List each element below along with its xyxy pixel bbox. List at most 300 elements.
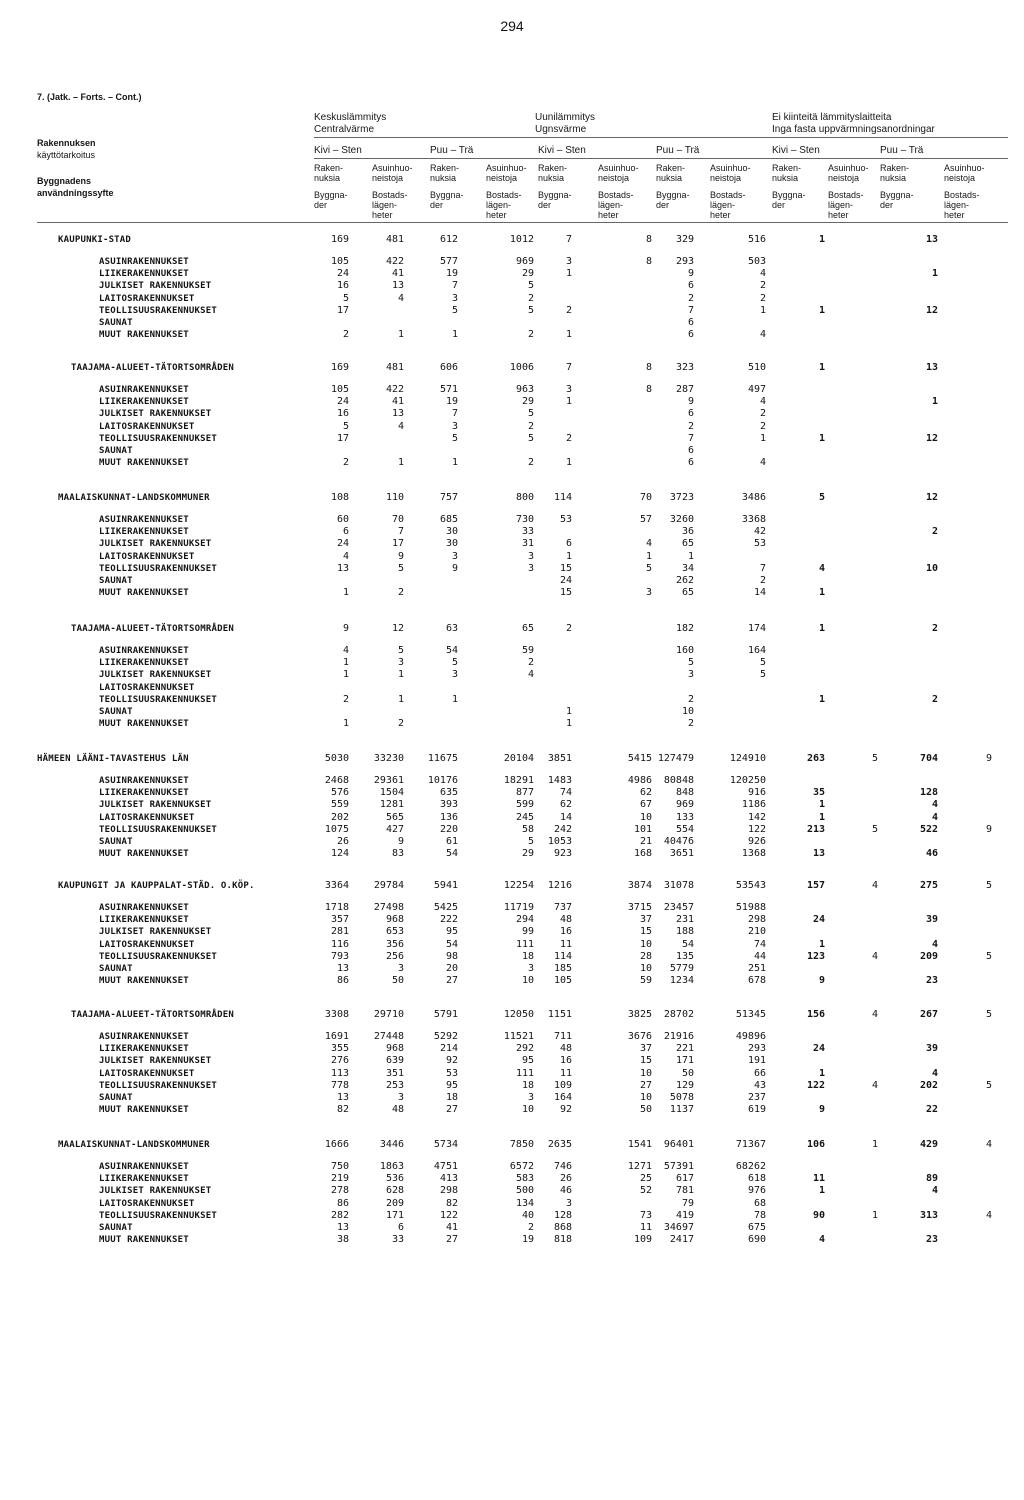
table-cell: 68	[753, 1197, 766, 1209]
column-label-sv: der	[314, 200, 328, 210]
table-cell: 653	[385, 926, 404, 938]
table-cell: 53543	[735, 880, 766, 891]
table-cell: 1	[565, 268, 572, 280]
material-label: Puu – Trä	[656, 145, 700, 156]
table-cell: 169	[330, 234, 349, 245]
table-cell: 4	[871, 880, 878, 891]
row-label: MUUT RAKENNUKSET	[99, 1235, 189, 1246]
row-label: JULKISET RAKENNUKSET	[99, 670, 212, 681]
table-cell: 58	[521, 823, 534, 835]
table-cell: 46	[925, 848, 938, 860]
table-cell: 1	[759, 432, 766, 444]
table-cell: 1	[818, 304, 825, 316]
table-cell: 8	[645, 234, 652, 245]
table-cell: 63	[445, 623, 458, 634]
table-cell: 219	[330, 1173, 349, 1185]
table-cell: 13	[925, 234, 938, 245]
table-cell: 8	[645, 256, 652, 267]
table-cell: 3	[451, 669, 458, 681]
table-cell: 50	[681, 1067, 694, 1079]
column-label-fi: neistoja	[598, 173, 630, 183]
table-cell: 963	[515, 384, 534, 395]
table-cell: 82	[336, 1104, 349, 1116]
row-label: JULKISET RAKENNUKSET	[99, 927, 212, 938]
table-cell: 2	[931, 693, 938, 705]
table-cell: 188	[675, 926, 694, 938]
table-cell: 27	[445, 1234, 458, 1246]
table-cell: 113	[330, 1067, 349, 1079]
table-cell: 92	[445, 1055, 458, 1067]
table-cell: 4	[931, 1067, 938, 1079]
table-cell: 120250	[729, 775, 766, 786]
material-label: Puu – Trä	[430, 145, 474, 156]
table-cell: 13	[336, 1222, 349, 1233]
table-cell: 781	[675, 1185, 694, 1197]
column-label-fi: neistoja	[944, 173, 976, 183]
table-cell: 976	[747, 1185, 766, 1197]
row-label: LAITOSRAKENNUKSET	[99, 293, 195, 304]
table-cell: 357	[330, 914, 349, 926]
table-cell: 1863	[379, 1161, 404, 1172]
row-label: ASUINRAKENNUKSET	[99, 776, 189, 786]
table-cell: 503	[747, 256, 766, 267]
table-cell: 262	[675, 575, 694, 586]
row-label: LAITOSRAKENNUKSET	[99, 421, 195, 432]
table-cell: 554	[675, 823, 694, 835]
stub-header-sv-1: Byggnadens	[37, 176, 92, 186]
table-cell: 800	[515, 492, 534, 503]
table-cell: 351	[385, 1067, 404, 1079]
table-cell: 242	[553, 823, 572, 835]
section-title: MAALAISKUNNAT-LANDSKOMMUNER	[58, 493, 210, 503]
table-cell: 2	[527, 329, 534, 341]
table-cell: 923	[553, 848, 572, 860]
table-cell: 7	[565, 234, 572, 245]
table-cell: 3	[565, 1197, 572, 1209]
table-cell: 6	[687, 408, 694, 420]
table-cell: 29	[521, 848, 534, 860]
table-cell: 5941	[433, 880, 458, 891]
table-cell: 128	[553, 1209, 572, 1221]
stub-header-fi-1: Rakennuksen	[37, 138, 96, 148]
table-cell: 26	[559, 1173, 572, 1185]
table-cell: 16	[336, 408, 349, 420]
table-cell: 27448	[373, 1031, 404, 1042]
table-cell: 123	[806, 950, 825, 962]
table-cell: 99	[521, 926, 534, 938]
table-cell: 868	[553, 1222, 572, 1233]
table-cell: 2	[565, 623, 572, 634]
table-cell: 62	[559, 799, 572, 811]
table-cell: 329	[675, 234, 694, 245]
table-cell: 202	[330, 811, 349, 823]
table-cell: 4986	[627, 775, 652, 786]
table-cell: 8	[645, 362, 652, 373]
table-cell: 5	[451, 657, 458, 669]
table-cell: 606	[439, 362, 458, 373]
table-cell: 168	[633, 848, 652, 860]
table-cell: 635	[439, 787, 458, 799]
table-cell: 4	[527, 669, 534, 681]
section-title: KAUPUNGIT JA KAUPPALAT-STÄD. O.KÖP.	[58, 881, 255, 891]
section-title: TAAJAMA-ALUEET-TÄTORTSOMRÅDEN	[71, 363, 234, 373]
row-label: SAUNAT	[99, 964, 133, 974]
table-cell: 1	[818, 799, 825, 811]
table-cell: 639	[385, 1055, 404, 1067]
table-cell: 5	[687, 657, 694, 669]
table-cell: 110	[385, 492, 404, 503]
table-cell: 293	[747, 1043, 766, 1055]
table-cell: 109	[633, 1234, 652, 1246]
table-cell: 278	[330, 1185, 349, 1197]
table-cell: 74	[753, 938, 766, 950]
table-cell: 43	[753, 1079, 766, 1091]
table-cell: 23	[925, 1234, 938, 1246]
table-cell: 67	[639, 799, 652, 811]
table-cell: 4	[818, 1234, 825, 1246]
table-cell: 746	[553, 1161, 572, 1172]
table-cell: 916	[747, 787, 766, 799]
table-cell: 282	[330, 1209, 349, 1221]
row-label: MUUT RAKENNUKSET	[99, 330, 189, 341]
stub-header-sv-2: användningssyfte	[37, 188, 114, 198]
table-cell: 106	[806, 1139, 825, 1150]
table-cell: 9	[687, 268, 694, 280]
table-cell: 293	[675, 256, 694, 267]
row-label: JULKISET RAKENNUKSET	[99, 1056, 212, 1067]
table-cell: 968	[385, 1043, 404, 1055]
column-label-fi: neistoja	[486, 173, 518, 183]
table-cell: 16	[559, 926, 572, 938]
column-label-sv: Byggna-	[314, 190, 348, 200]
table-cell: 66	[753, 1067, 766, 1079]
table-cell: 8	[645, 384, 652, 395]
page-number: 294	[500, 18, 524, 34]
table-cell: 4	[759, 268, 766, 280]
table-cell: 565	[385, 811, 404, 823]
column-label-sv: Bostads-	[828, 190, 864, 200]
table-cell: 5	[527, 408, 534, 420]
column-label-sv: heter	[710, 210, 731, 220]
table-cell: 122	[806, 1079, 825, 1091]
table-cell: 160	[675, 645, 694, 656]
table-cell: 4	[931, 799, 938, 811]
table-cell: 500	[515, 1185, 534, 1197]
table-cell: 41	[391, 396, 404, 408]
heating-group-sv: Centralvärme	[314, 124, 375, 135]
row-label: LIIKERAKENNUKSET	[99, 1044, 189, 1055]
table-cell: 10	[639, 811, 652, 823]
row-label: LIIKERAKENNUKSET	[99, 658, 189, 669]
table-cell: 98	[445, 950, 458, 962]
table-cell: 1	[818, 938, 825, 950]
table-cell: 5	[342, 420, 349, 432]
table-cell: 111	[515, 938, 534, 950]
row-label: LIIKERAKENNUKSET	[99, 915, 189, 926]
table-cell: 2	[527, 457, 534, 469]
table-cell: 4	[931, 1185, 938, 1197]
table-cell: 7	[451, 408, 458, 420]
table-cell: 57391	[663, 1161, 694, 1172]
table-cell: 78	[753, 1209, 766, 1221]
row-label: LIIKERAKENNUKSET	[99, 1174, 189, 1185]
column-label-sv: der	[656, 200, 670, 210]
column-label-sv: heter	[486, 210, 507, 220]
table-cell: 2	[527, 657, 534, 669]
table-cell: 1	[342, 718, 349, 730]
table-cell: 136	[439, 811, 458, 823]
table-cell: 101	[633, 823, 652, 835]
table-cell: 86	[336, 1197, 349, 1209]
stub-header-fi-2: käyttötarkoitus	[37, 150, 96, 160]
table-cell: 116	[330, 938, 349, 950]
table-cell: 29710	[373, 1009, 404, 1020]
row-label: JULKISET RAKENNUKSET	[99, 539, 212, 550]
column-label-sv: der	[880, 200, 894, 210]
section-title: HÄMEEN LÄÄNI-TAVASTEHUS LÄN	[37, 754, 189, 764]
table-cell: 583	[515, 1173, 534, 1185]
material-label: Kivi – Sten	[314, 145, 362, 156]
table-cell: 23457	[663, 902, 694, 913]
table-cell: 46	[559, 1185, 572, 1197]
table-cell: 70	[639, 492, 652, 503]
table-cell: 5	[527, 304, 534, 316]
table-cell: 59	[521, 645, 534, 656]
table-cell: 3446	[379, 1139, 404, 1150]
row-label: TEOLLISUUSRAKENNUKSET	[99, 951, 217, 962]
table-cell: 18	[521, 950, 534, 962]
row-label: TEOLLISUUSRAKENNUKSET	[99, 305, 217, 316]
table-cell: 1	[687, 550, 694, 562]
table-cell: 5415	[627, 753, 652, 764]
table-cell: 5	[527, 280, 534, 292]
table-cell: 1	[759, 304, 766, 316]
table-cell: 105	[330, 384, 349, 395]
table-cell: 2	[687, 292, 694, 304]
table-cell: 1234	[669, 975, 694, 987]
row-label: LAITOSRAKENNUKSET	[99, 1198, 195, 1209]
table-cell: 68262	[735, 1161, 766, 1172]
table-cell: 1691	[324, 1031, 349, 1042]
table-cell: 28702	[663, 1009, 694, 1020]
table-cell: 33	[521, 526, 534, 538]
table-cell: 5	[985, 1009, 992, 1020]
table-cell: 711	[553, 1031, 572, 1042]
table-cell: 12254	[503, 880, 534, 891]
table-cell: 4	[931, 938, 938, 950]
table-cell: 253	[385, 1079, 404, 1091]
table-cell: 3260	[669, 514, 694, 525]
column-label-sv: lägen-	[372, 200, 398, 210]
table-cell: 5	[759, 669, 766, 681]
table-cell: 1	[818, 1185, 825, 1197]
column-label-fi: nuksia	[772, 173, 799, 183]
row-label: MUUT RAKENNUKSET	[99, 849, 189, 860]
table-cell: 10	[521, 975, 534, 987]
table-cell: 22	[925, 1104, 938, 1116]
table-cell: 11719	[503, 902, 534, 913]
table-cell: 13	[391, 280, 404, 292]
table-cell: 422	[385, 256, 404, 267]
table-cell: 39	[925, 1043, 938, 1055]
table-cell: 50	[639, 1104, 652, 1116]
table-cell: 9	[397, 836, 404, 847]
row-label: LAITOSRAKENNUKSET	[99, 682, 195, 693]
table-cell: 313	[919, 1209, 938, 1221]
table-cell: 5	[451, 432, 458, 444]
table-cell: 3	[565, 256, 572, 267]
heating-group-fi: Uunilämmitys	[535, 112, 596, 123]
table-cell: 221	[675, 1043, 694, 1055]
table-cell: 53	[445, 1067, 458, 1079]
table-cell: 4	[871, 1009, 878, 1020]
row-label: ASUINRAKENNUKSET	[99, 1032, 189, 1042]
table-cell: 90	[812, 1209, 825, 1221]
table-cell: 82	[445, 1197, 458, 1209]
table-cell: 209	[919, 950, 938, 962]
table-cell: 1	[871, 1209, 878, 1221]
table-cell: 17	[336, 304, 349, 316]
table-cell: 4	[645, 538, 652, 550]
column-label-fi: nuksia	[656, 173, 683, 183]
row-label: JULKISET RAKENNUKSET	[99, 800, 212, 811]
table-cell: 191	[747, 1055, 766, 1067]
table-cell: 5	[645, 562, 652, 574]
table-cell: 926	[747, 836, 766, 847]
table-cell: 969	[515, 256, 534, 267]
table-cell: 3	[565, 384, 572, 395]
table-cell: 4	[342, 550, 349, 562]
table-cell: 1	[342, 669, 349, 681]
table-cell: 2	[527, 292, 534, 304]
column-label-fi: nuksia	[314, 173, 341, 183]
table-cell: 14	[559, 811, 572, 823]
table-cell: 4	[871, 1079, 878, 1091]
table-cell: 54	[445, 645, 458, 656]
table-cell: 5	[397, 562, 404, 574]
table-cell: 54	[445, 848, 458, 860]
table-cell: 1	[565, 457, 572, 469]
row-label: MUUT RAKENNUKSET	[99, 1105, 189, 1116]
table-cell: 5	[985, 880, 992, 891]
table-cell: 40476	[663, 836, 694, 847]
table-cell: 237	[747, 1092, 766, 1103]
table-cell: 13	[336, 562, 349, 574]
table-cell: 3364	[324, 880, 349, 891]
table-cell: 35	[812, 787, 825, 799]
table-cell: 5	[985, 1079, 992, 1091]
table-cell: 4	[342, 645, 349, 656]
table-cell: 111	[515, 1067, 534, 1079]
table-cell: 10	[639, 963, 652, 974]
table-cell: 3851	[547, 753, 572, 764]
table-cell: 19	[445, 268, 458, 280]
table-cell: 1	[818, 234, 825, 245]
table-cell: 31	[521, 538, 534, 550]
table-cell: 157	[806, 880, 825, 891]
row-label: TEOLLISUUSRAKENNUKSET	[99, 1080, 217, 1091]
table-cell: 3825	[627, 1009, 652, 1020]
column-label-fi: Asuinhuo-	[710, 163, 751, 173]
table-cell: 28	[639, 950, 652, 962]
row-label: LAITOSRAKENNUKSET	[99, 1068, 195, 1079]
table-cell: 6	[397, 1222, 404, 1233]
column-label-fi: Asuinhuo-	[598, 163, 639, 173]
heating-group-sv: Ugnsvärme	[535, 124, 587, 135]
table-cell: 24	[336, 538, 349, 550]
column-label-sv: der	[430, 200, 444, 210]
material-label: Puu – Trä	[880, 145, 924, 156]
table-cell: 11	[639, 1222, 652, 1233]
table-cell: 60	[336, 514, 349, 525]
table-cell: 10176	[427, 775, 458, 786]
table-cell: 1151	[547, 1009, 572, 1020]
table-cell: 52	[639, 1185, 652, 1197]
column-label-sv: heter	[372, 210, 393, 220]
table-cell: 114	[553, 492, 572, 503]
column-label-fi: Raken-	[314, 163, 344, 173]
table-cell: 13	[336, 963, 349, 974]
row-label: LIIKERAKENNUKSET	[99, 527, 189, 538]
table-cell: 133	[675, 811, 694, 823]
table-cell: 2	[342, 329, 349, 341]
table-cell: 3	[527, 1092, 534, 1103]
column-label-sv: lägen-	[598, 200, 624, 210]
table-cell: 298	[747, 914, 766, 926]
table-cell: 13	[925, 362, 938, 373]
table-cell: 3	[397, 1092, 404, 1103]
table-cell: 7	[759, 562, 766, 574]
column-label-fi: Raken-	[430, 163, 460, 173]
table-cell: 5	[818, 492, 825, 503]
table-cell: 2417	[669, 1234, 694, 1246]
table-cell: 10	[639, 1092, 652, 1103]
table-cell: 50	[391, 975, 404, 987]
table-cell: 39	[925, 914, 938, 926]
table-cell: 209	[385, 1197, 404, 1209]
table-cell: 251	[747, 963, 766, 974]
column-label-fi: neistoja	[372, 173, 404, 183]
table-cell: 231	[675, 914, 694, 926]
table-cell: 15	[559, 562, 572, 574]
table-cell: 11	[559, 1067, 572, 1079]
table-cell: 3676	[627, 1031, 652, 1042]
table-cell: 3723	[669, 492, 694, 503]
table-cell: 1	[565, 550, 572, 562]
column-label-sv: lägen-	[828, 200, 854, 210]
column-label-sv: heter	[828, 210, 849, 220]
table-cell: 95	[445, 1079, 458, 1091]
section-title: TAAJAMA-ALUEET-TÄTORTSOMRÅDEN	[71, 1010, 234, 1020]
table-cell: 83	[391, 848, 404, 860]
table-cell: 9	[342, 623, 349, 634]
table-cell: 245	[515, 811, 534, 823]
table-cell: 619	[747, 1104, 766, 1116]
table-cell: 89	[925, 1173, 938, 1185]
column-label-fi: Raken-	[538, 163, 568, 173]
table-cell: 33230	[373, 753, 404, 764]
table-cell: 10	[639, 938, 652, 950]
table-cell: 3308	[324, 1009, 349, 1020]
row-label: ASUINRAKENNUKSET	[99, 646, 189, 656]
table-cell: 51345	[735, 1009, 766, 1020]
table-cell: 9	[687, 396, 694, 408]
table-cell: 1	[565, 718, 572, 730]
table-cell: 4	[397, 292, 404, 304]
table-cell: 15	[639, 926, 652, 938]
column-label-sv: Byggna-	[772, 190, 806, 200]
table-cell: 105	[330, 256, 349, 267]
